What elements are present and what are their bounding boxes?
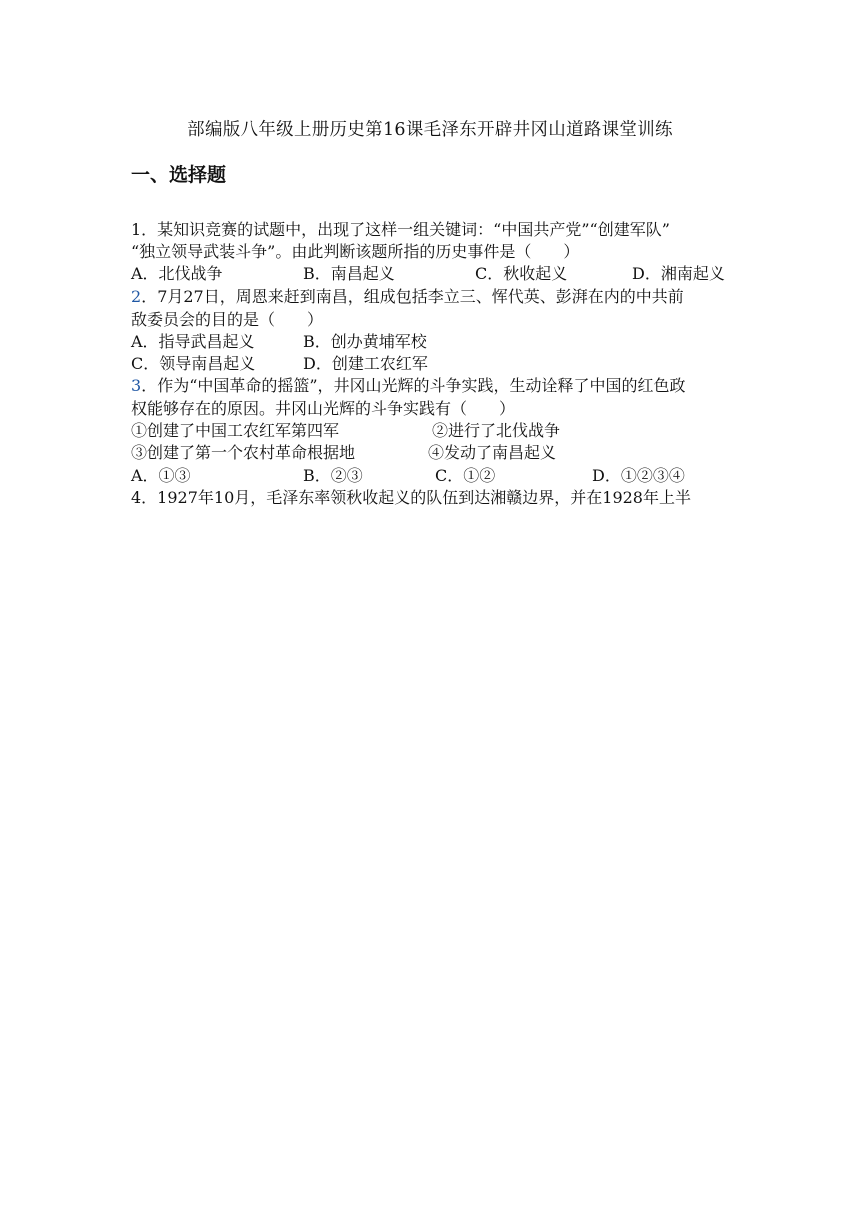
q3-stem-text: ．作为“中国革命的摇篮”，井冈山光辉的斗争实践，生动诠释了中国的红色政	[141, 376, 686, 395]
q3-statement-4: ④发动了南昌起义	[428, 443, 557, 462]
q1-stem-line2: “独立领导武装斗争”。由此判断该题所指的历史事件是（ ）	[131, 242, 580, 261]
q4-stem-line1: 4．1927年10月，毛泽东率领秋收起义的队伍到达湘赣边界，并在1928年上半	[131, 488, 691, 507]
q2-stem-text: ．7月27日，周恩来赶到南昌，组成包括李立三、恽代英、彭湃在内的中共前	[141, 287, 684, 306]
q3-number: 3	[131, 376, 142, 395]
q3-statement-2: ②进行了北伐战争	[432, 421, 561, 440]
q3-option-c: C．①②	[435, 466, 496, 485]
section-heading: 一、选择题	[131, 164, 227, 186]
q1-option-d: D．湘南起义	[632, 264, 725, 283]
q2-option-b: B．创办黄埔军校	[303, 332, 427, 351]
q1-option-c: C．秋收起义	[475, 264, 568, 283]
q2-option-c: C．领导南昌起义	[131, 354, 256, 373]
q1-option-b: B．南昌起义	[303, 264, 395, 283]
q3-option-b: B．②③	[303, 466, 363, 485]
q2-number: 2	[131, 287, 142, 306]
q3-option-d: D．①②③④	[592, 466, 685, 485]
q3-stem-line1	[131, 375, 741, 397]
q3-statement-1: ①创建了中国工农红军第四军	[131, 421, 340, 440]
q3-statement-3: ③创建了第一个农村革命根据地	[131, 443, 356, 462]
q3-option-a: A．①③	[131, 466, 191, 485]
q2-option-d: D．创建工农红军	[303, 354, 428, 373]
q2-stem-line2: 敌委员会的目的是（ ）	[131, 310, 324, 329]
q1-stem-line1: 1．某知识竞赛的试题中，出现了这样一组关键词：“中国共产党”“创建军队”	[131, 220, 670, 239]
page-title: 部编版八年级上册历史第16课毛泽东开辟井冈山道路课堂训练	[187, 120, 673, 140]
q2-option-a: A．指导武昌起义	[131, 332, 255, 351]
q3-stem-line2: 权能够存在的原因。井冈山光辉的斗争实践有（ ）	[131, 399, 516, 418]
q1-option-a: A．北伐战争	[131, 264, 223, 283]
q2-stem-line1	[131, 286, 741, 308]
